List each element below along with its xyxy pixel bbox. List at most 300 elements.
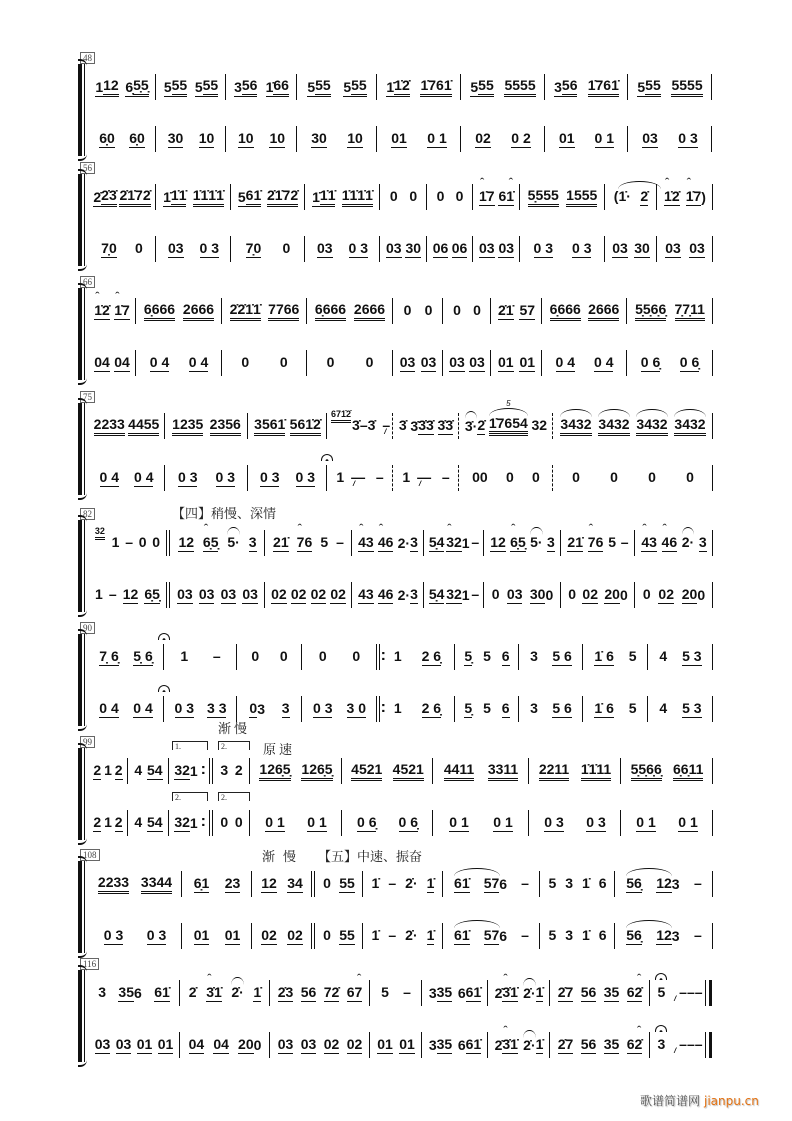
beat — [521, 928, 529, 944]
beat — [398, 587, 418, 604]
beat — [429, 587, 445, 604]
note-group — [599, 928, 607, 944]
note-text: 1̇ — [371, 875, 380, 891]
beat — [133, 701, 152, 718]
beat — [471, 587, 479, 603]
note-text: 4411 — [443, 760, 475, 777]
note-group — [410, 587, 418, 604]
measure — [561, 582, 635, 608]
measure — [484, 582, 561, 608]
beat — [534, 241, 553, 258]
note-group — [682, 649, 701, 666]
note-group — [629, 649, 637, 665]
measure — [169, 810, 213, 836]
beat — [315, 302, 346, 321]
note-group — [409, 189, 417, 205]
beat — [421, 355, 437, 372]
beat — [93, 815, 101, 832]
note-group — [558, 1037, 574, 1054]
note-group — [282, 701, 290, 718]
note-group — [235, 763, 243, 779]
note-group — [347, 701, 366, 718]
note-text: 671̇2̇ — [331, 409, 352, 419]
beat — [234, 78, 257, 97]
note-text: 2 — [93, 813, 102, 830]
note-text: 7̣ 6̣ — [99, 647, 119, 664]
measure — [128, 758, 169, 784]
beat — [301, 985, 317, 1002]
note-group — [114, 355, 130, 372]
note-text: 34 — [287, 874, 303, 891]
beat — [641, 355, 660, 372]
note-group — [200, 241, 219, 258]
note-group — [366, 355, 374, 371]
note-group — [483, 649, 491, 665]
note-group — [640, 189, 648, 206]
beat — [109, 587, 117, 603]
note-text: 1̇1̇ — [170, 186, 187, 203]
note-group — [418, 418, 434, 435]
note-group — [565, 928, 573, 944]
beat — [449, 815, 468, 832]
note-group — [437, 189, 445, 205]
note-text: 2̇7 — [557, 1035, 574, 1052]
note-text: ( — [613, 188, 619, 204]
note-group — [466, 1037, 482, 1054]
beat — [271, 587, 287, 604]
beat — [227, 535, 239, 551]
beat — [604, 587, 627, 604]
note-text: 6 — [457, 1036, 466, 1053]
grace-notes — [331, 409, 351, 423]
note-group — [399, 1037, 415, 1054]
beat — [352, 418, 382, 434]
beat — [636, 417, 667, 436]
note-group — [437, 985, 453, 1002]
note-text: 3561̇ — [254, 415, 286, 432]
beat — [203, 535, 219, 552]
beat — [323, 876, 331, 892]
upper-staff — [0, 399, 792, 439]
note-group — [133, 649, 152, 666]
note-text: 03 — [689, 239, 705, 256]
beat — [235, 815, 243, 831]
measure-number-label: 56 — [80, 162, 95, 174]
beat — [394, 649, 402, 665]
beat — [242, 587, 258, 604]
note-group — [506, 470, 514, 486]
beat — [386, 241, 402, 258]
beat — [158, 1037, 174, 1054]
note-text: 6̣0 — [129, 129, 145, 146]
note-group — [99, 701, 118, 718]
note-text: 2233 — [97, 873, 130, 890]
measure — [488, 980, 550, 1006]
note-text: 03 — [177, 585, 193, 602]
note-text: – — [125, 534, 133, 550]
note-text: 0 1 — [427, 129, 447, 146]
measure — [88, 74, 156, 100]
measure — [252, 923, 315, 949]
note-text: 6̣1 — [193, 874, 210, 891]
beat — [381, 985, 389, 1001]
note-group — [98, 875, 129, 894]
beat — [347, 131, 363, 148]
measure-number-label: 99 — [80, 736, 95, 748]
beat — [488, 399, 528, 436]
note-text: 5 — [548, 875, 557, 891]
beat — [664, 189, 680, 206]
note-group — [168, 131, 184, 148]
note-text: 20 — [604, 585, 620, 602]
note-text: 6̣5̣ — [144, 585, 160, 602]
beat — [588, 302, 619, 321]
beat — [498, 303, 514, 320]
beat — [656, 928, 679, 945]
beat — [550, 302, 581, 321]
note-text: 5 — [163, 78, 172, 95]
beat — [372, 876, 380, 892]
beat — [225, 928, 241, 945]
note-group — [114, 303, 130, 320]
note-group — [679, 1037, 702, 1053]
note-group — [386, 241, 402, 258]
beat — [235, 763, 243, 779]
note-group — [595, 131, 614, 148]
beat — [376, 470, 384, 486]
note-group — [658, 587, 674, 604]
note-text: 0 3 — [533, 239, 553, 256]
measure — [180, 1032, 270, 1058]
note-group — [403, 985, 411, 1001]
note-text: 6̣666 — [549, 300, 581, 317]
beat — [679, 985, 702, 1001]
note-group — [242, 587, 258, 604]
beat — [134, 763, 142, 779]
note-group — [307, 815, 326, 832]
note-text: 0 3 — [348, 239, 368, 256]
measure — [297, 74, 377, 100]
note-text: 61̇ — [154, 983, 170, 1000]
beat — [118, 985, 141, 1002]
measure — [180, 980, 270, 1006]
note-text: 1 — [393, 700, 402, 716]
beat — [137, 1037, 153, 1054]
note-text: 30 — [405, 239, 422, 256]
measure — [635, 530, 713, 556]
note-text: 1̇ — [426, 926, 435, 943]
note-text: 0 — [326, 354, 335, 370]
note-text: 3 — [530, 648, 538, 664]
note-text: 0 — [545, 586, 554, 603]
note-group — [352, 418, 360, 434]
note-text: 2 6̣ — [421, 699, 442, 716]
beat — [189, 355, 208, 372]
note-text: 02 — [658, 585, 674, 602]
beat — [238, 131, 254, 148]
note-group — [674, 417, 705, 436]
note-text: 0 1 — [636, 813, 656, 830]
note-text: 2̇ — [93, 188, 102, 205]
note-text: 1̇7654 — [488, 415, 528, 431]
lower-staff — [0, 582, 792, 608]
measure — [553, 413, 713, 439]
beat — [429, 1037, 452, 1054]
note-group — [697, 588, 705, 604]
note-text: – — [212, 648, 221, 664]
measure — [88, 413, 165, 439]
note-group — [278, 985, 294, 1002]
note-group — [470, 80, 478, 97]
note-text: 43 — [641, 533, 657, 550]
note-group — [100, 470, 119, 487]
note-text: 43 — [358, 533, 374, 550]
beat — [172, 417, 203, 436]
measure — [519, 644, 583, 670]
beat — [125, 535, 133, 551]
beat — [572, 470, 580, 486]
note-group — [641, 535, 657, 552]
note-text: – — [388, 875, 397, 891]
note-group — [637, 80, 645, 97]
note-group — [410, 535, 418, 552]
note-group — [588, 302, 619, 321]
note-group — [265, 815, 284, 832]
note-group — [429, 986, 437, 1002]
note-text: 4 — [134, 762, 143, 778]
note-group — [199, 131, 215, 148]
measure — [88, 298, 136, 324]
measure — [156, 184, 231, 210]
note-text: 7̣0 — [101, 239, 117, 256]
note-text: 0 4 — [594, 353, 614, 370]
note-group — [354, 302, 385, 321]
note-text: 67 — [346, 983, 363, 1000]
note-group — [402, 470, 410, 486]
beat — [95, 587, 103, 603]
beat — [504, 78, 535, 97]
note-text: 12 — [261, 874, 277, 891]
note-text: 3311 — [487, 760, 519, 777]
note-group — [246, 241, 262, 258]
note-text: 1̇ — [535, 983, 544, 1000]
note-group — [125, 535, 133, 551]
beat — [206, 985, 222, 1002]
note-text: 57 — [483, 874, 500, 891]
beat — [199, 131, 215, 148]
note-group — [241, 355, 249, 371]
note-group — [393, 762, 424, 781]
note-text: 1̇ 6 — [594, 647, 614, 664]
measure — [491, 298, 542, 324]
beat — [689, 241, 705, 258]
note-group — [659, 701, 667, 717]
note-text: 0 3 — [544, 813, 564, 830]
beat — [388, 876, 396, 892]
measure — [265, 530, 352, 556]
note-text: 55 — [339, 874, 355, 891]
note-group — [405, 876, 417, 892]
note-group — [523, 1038, 535, 1054]
note-group — [511, 131, 530, 148]
note-text: 0 2 — [511, 129, 531, 146]
note-group — [327, 355, 335, 371]
beat — [320, 535, 328, 551]
beat — [678, 131, 697, 148]
note-text: 03 — [198, 585, 215, 602]
note-text: 2̇· — [405, 875, 418, 891]
beat — [147, 815, 163, 832]
beat — [429, 535, 445, 552]
note-text: 1 — [461, 586, 470, 603]
bracket-bottom-hook — [78, 378, 87, 385]
measure — [270, 1032, 370, 1058]
note-text: 2666 — [588, 300, 620, 317]
note-text: – — [693, 927, 702, 943]
beat — [427, 131, 446, 148]
note-group — [405, 928, 417, 944]
note-text: 6 — [501, 699, 510, 716]
note-group — [94, 417, 125, 436]
note-group — [319, 649, 327, 665]
measure — [170, 530, 265, 556]
note-text: 0 6̣ — [357, 813, 377, 830]
note-text: 03 — [478, 239, 495, 256]
beat — [220, 763, 228, 779]
beat — [484, 876, 507, 893]
beat — [548, 928, 556, 944]
note-group — [195, 80, 203, 97]
note-text: 20 — [681, 585, 698, 602]
beat — [194, 928, 210, 945]
note-group — [547, 535, 555, 552]
measure — [520, 236, 605, 262]
note-group — [230, 302, 261, 321]
note-text: 01 — [193, 926, 210, 943]
beat — [238, 188, 261, 207]
note-text: 0 3 — [103, 926, 124, 943]
note-text: 3 — [428, 1036, 437, 1053]
measure — [433, 758, 529, 784]
beat — [694, 876, 702, 892]
beat — [129, 131, 145, 148]
measure — [583, 696, 648, 722]
note-text: 0 4 — [99, 699, 119, 716]
note-text: 1 — [111, 534, 120, 550]
beat — [119, 188, 150, 207]
beat — [267, 188, 298, 207]
note-group — [242, 78, 258, 97]
note-group — [671, 78, 702, 97]
note-group — [271, 587, 287, 604]
note-text: 0 3 — [572, 239, 592, 256]
note-group — [297, 535, 313, 552]
note-text: 30 — [634, 239, 650, 256]
measure-number-label: 66 — [80, 276, 95, 288]
measure — [455, 644, 519, 670]
beat — [134, 815, 142, 831]
beat — [366, 355, 374, 371]
note-group — [550, 302, 581, 321]
note-text: 5 6 — [552, 699, 572, 716]
note-text: 01 — [519, 353, 536, 370]
note-group — [339, 928, 355, 945]
note-group — [498, 303, 514, 320]
beat — [565, 876, 573, 892]
measure — [393, 298, 443, 324]
note-text: 35 — [436, 1035, 453, 1052]
note-text: 1̇ — [371, 927, 380, 943]
beat — [319, 649, 327, 665]
measure — [545, 74, 628, 100]
note-text: 56 — [241, 76, 258, 93]
beat — [552, 649, 571, 666]
note-group — [636, 815, 655, 832]
note-text: 4521 — [392, 760, 424, 777]
beat — [498, 241, 514, 258]
note-group — [581, 762, 611, 781]
measure — [393, 413, 459, 439]
note-text: 0 — [572, 469, 580, 485]
note-text: 3 — [98, 984, 106, 1000]
note-text: 3 — [671, 927, 680, 944]
note-text: 5̣5̣6̣6̣ — [635, 300, 667, 317]
beat — [213, 1037, 229, 1054]
note-group — [556, 355, 575, 372]
note-group — [479, 241, 495, 258]
note-text: 56 — [300, 983, 317, 1000]
note-group — [99, 131, 115, 148]
measure — [297, 126, 377, 152]
measure — [128, 810, 169, 836]
note-group — [521, 928, 529, 944]
note-group — [462, 588, 470, 604]
note-text: 126̣5̣ — [301, 760, 333, 777]
note-text: 0 3 — [586, 813, 606, 830]
note-text: 0 — [135, 240, 143, 256]
note-text: 3̇ — [367, 417, 376, 433]
tuplet-group — [488, 399, 528, 436]
beat — [637, 78, 660, 97]
beat — [405, 928, 417, 944]
measure — [545, 126, 628, 152]
note-text: 1235 — [172, 415, 204, 432]
note-text: 0 1 — [678, 813, 698, 830]
note-text: 55 — [315, 76, 331, 93]
measure — [380, 236, 427, 262]
note-group — [394, 78, 410, 97]
beat — [479, 189, 495, 206]
note-text: 21̇ — [567, 533, 583, 550]
measure — [363, 871, 443, 897]
note-group — [471, 535, 479, 551]
note-text: 0 3 — [678, 129, 698, 146]
score-system — [0, 391, 792, 503]
note-group — [283, 241, 291, 257]
note-text: 5555 — [504, 76, 536, 93]
note-text: 0 — [568, 586, 576, 602]
note-text: 04 — [94, 353, 110, 370]
beat — [94, 417, 125, 436]
note-text: 7766 — [268, 300, 300, 317]
beat — [116, 1037, 132, 1054]
beat — [699, 535, 707, 552]
beat — [301, 762, 332, 781]
note-group — [427, 876, 435, 893]
beat — [469, 355, 485, 372]
note-text: 0 — [455, 188, 464, 204]
note-group — [610, 470, 618, 486]
